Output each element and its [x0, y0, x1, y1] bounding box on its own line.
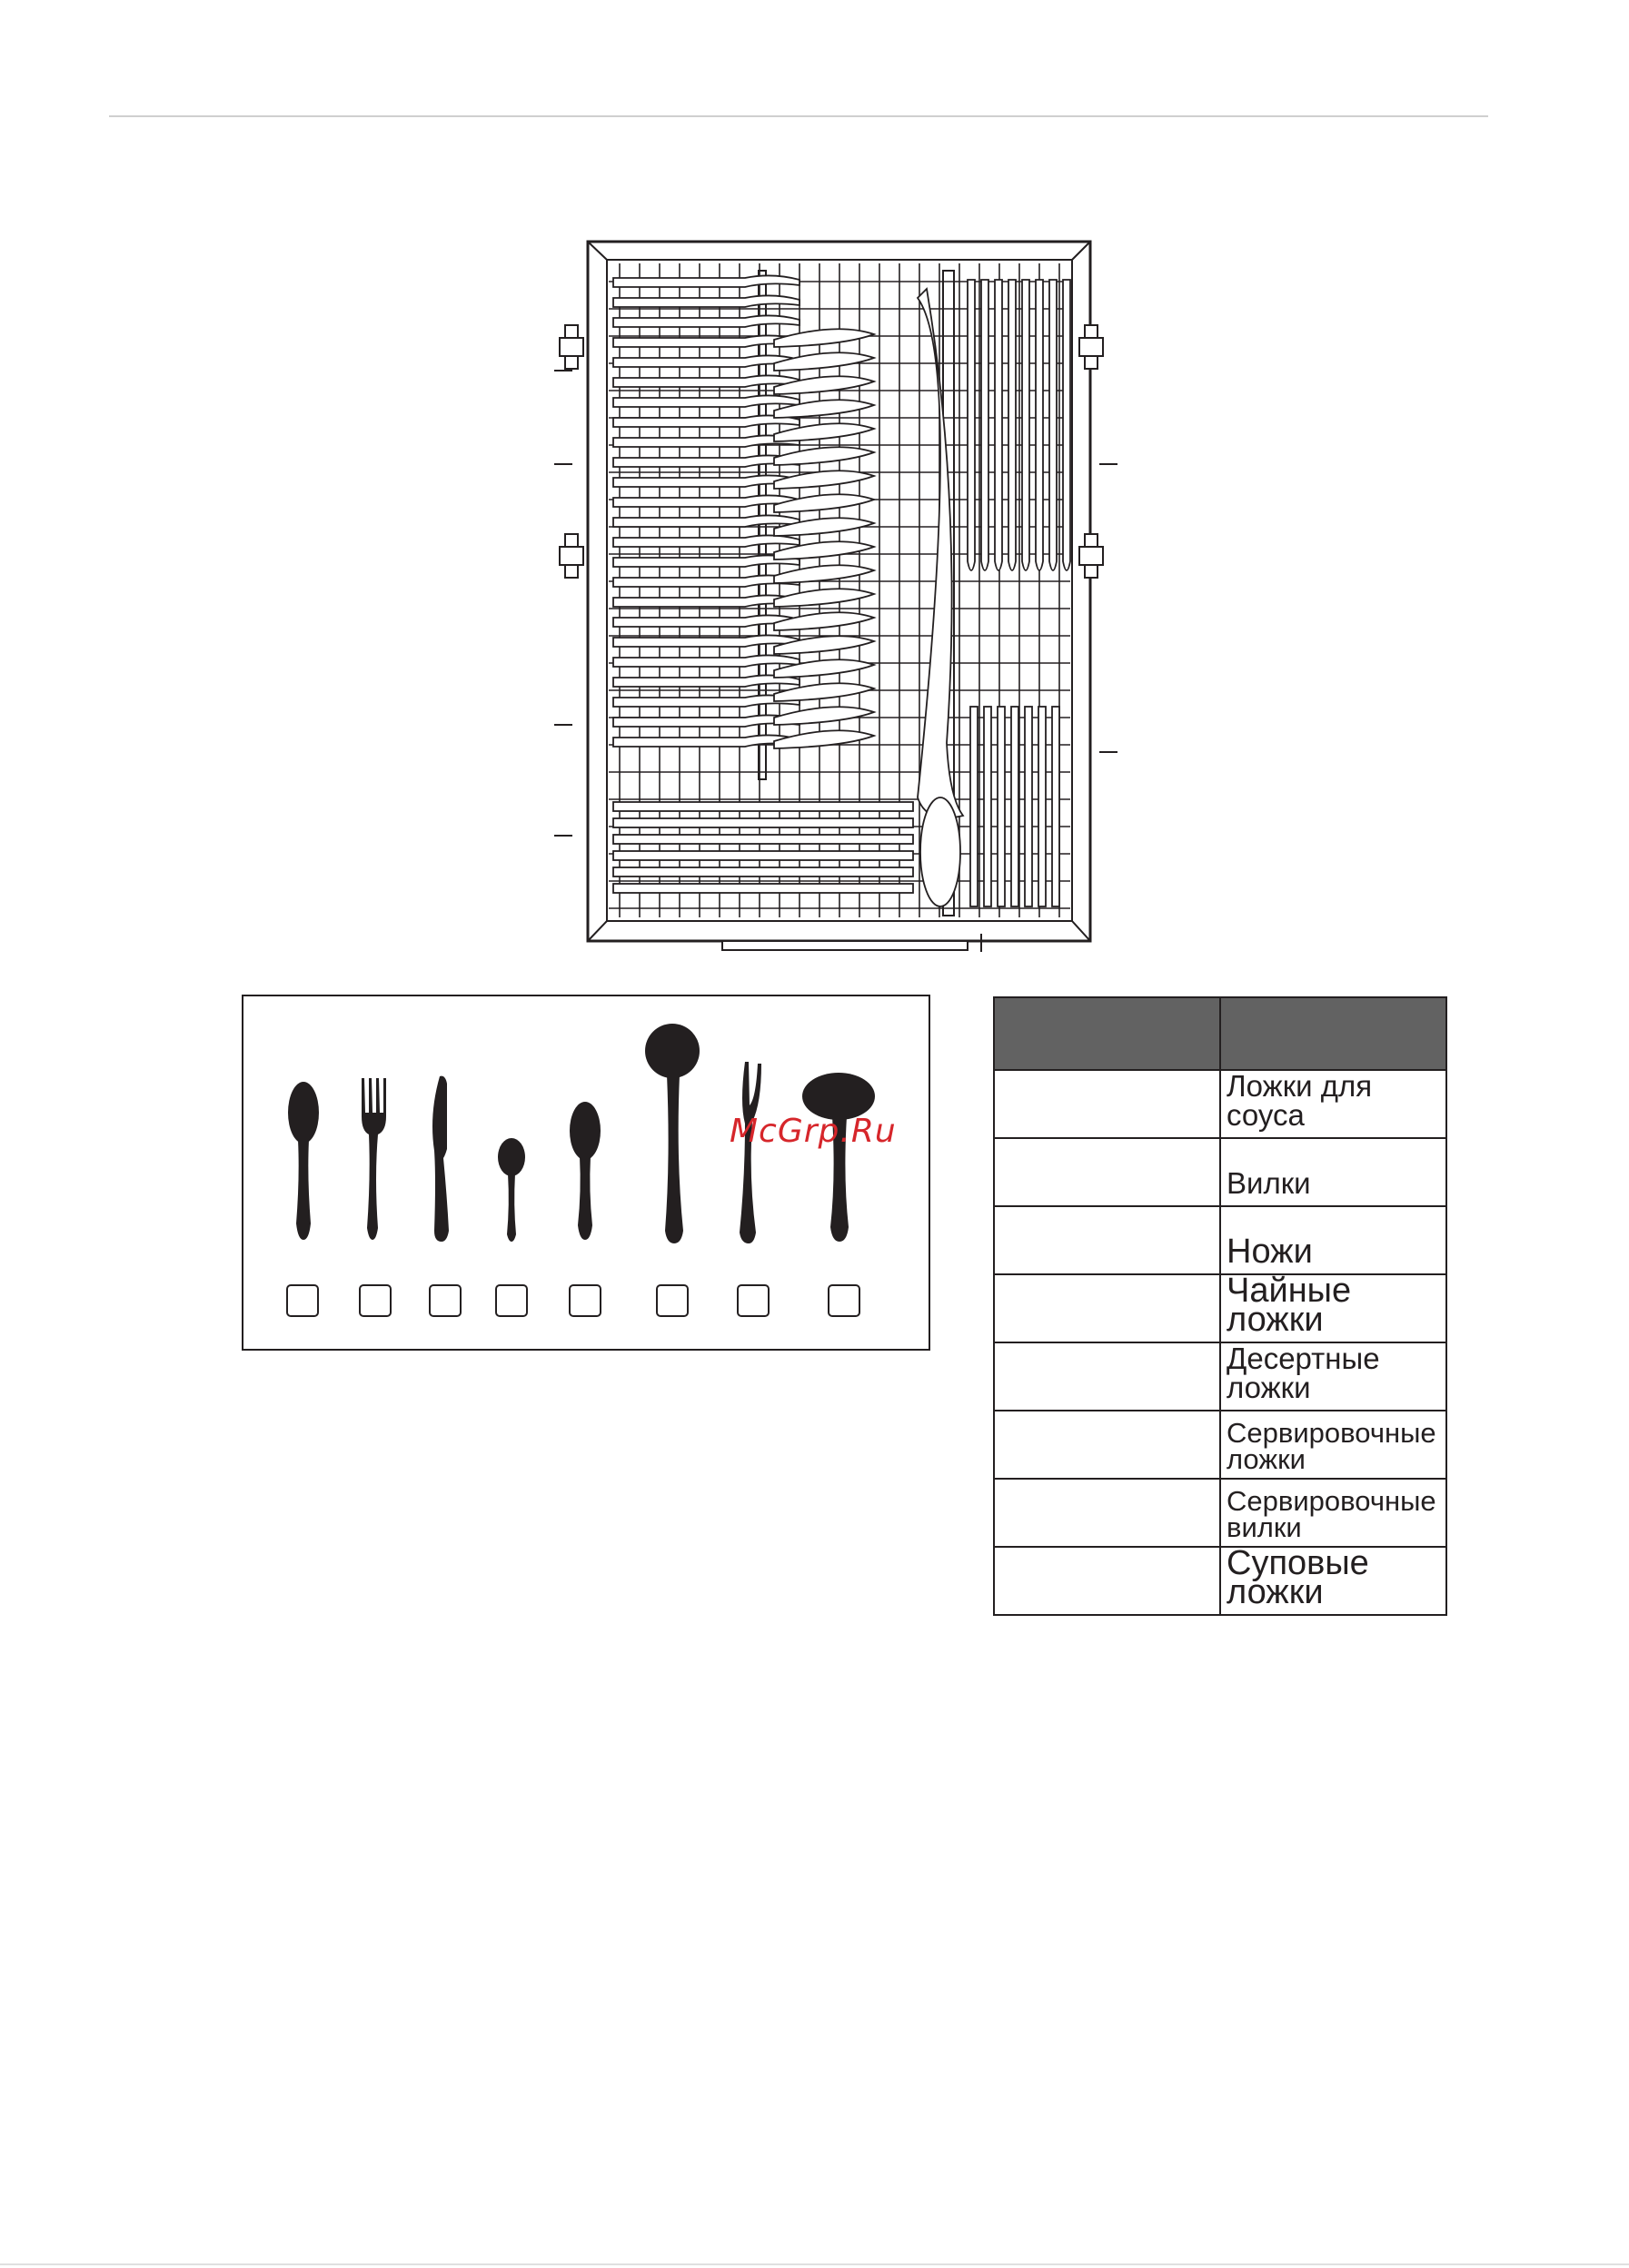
table-cell-number — [994, 1070, 1220, 1138]
table-cell-label: Суповые ложки — [1220, 1547, 1446, 1615]
fork-icon — [362, 1078, 386, 1240]
cutlery-legend — [242, 995, 930, 1351]
legend-checkbox[interactable] — [430, 1285, 461, 1316]
table-row — [994, 1342, 1446, 1411]
table-cell-number — [994, 1547, 1220, 1615]
table-cell-label: Сервировочные ложки — [1220, 1411, 1446, 1479]
knife-icon — [432, 1076, 449, 1242]
table-cell-label: Вилки — [1220, 1138, 1446, 1206]
cutlery-rack-drawing — [536, 234, 1127, 970]
table-cell-number — [994, 1274, 1220, 1342]
dessert-spoon-icon — [570, 1102, 601, 1240]
footer-rule — [0, 2263, 1629, 2265]
table-row — [994, 1070, 1446, 1138]
teaspoon-icon — [498, 1138, 525, 1242]
soup-spoon-icon — [802, 1073, 875, 1242]
legend-checkbox[interactable] — [829, 1285, 859, 1316]
legend-checkbox[interactable] — [570, 1285, 601, 1316]
table-cell-number — [994, 1479, 1220, 1547]
legend-checkbox[interactable] — [287, 1285, 318, 1316]
table-row — [994, 1411, 1446, 1479]
legend-checkbox[interactable] — [657, 1285, 688, 1316]
serving-fork-icon — [740, 1062, 761, 1243]
header-rule — [109, 115, 1488, 117]
table-row — [994, 1274, 1446, 1342]
sauce-spoon-icon — [288, 1082, 319, 1240]
table-cell-number — [994, 1342, 1220, 1411]
table-cell-number — [994, 1411, 1220, 1479]
cutlery-table — [993, 996, 1447, 1616]
table-row — [994, 1206, 1446, 1274]
table-cell-label: Сервировочные вилки — [1220, 1479, 1446, 1547]
table-row — [994, 1138, 1446, 1206]
table-header-row — [994, 997, 1446, 1070]
table-header-item — [1220, 997, 1446, 1070]
legend-checkbox[interactable] — [496, 1285, 527, 1316]
watermark: McGrp.Ru — [730, 1113, 897, 1150]
legend-checkbox[interactable] — [360, 1285, 391, 1316]
cutlery-rack-diagram — [536, 234, 1127, 970]
table-cell-label: Десертные ложки — [1220, 1342, 1446, 1411]
table-cell-number — [994, 1206, 1220, 1274]
legend-checkbox[interactable] — [738, 1285, 769, 1316]
table-row — [994, 1547, 1446, 1615]
table-cell-label: Ножи — [1220, 1206, 1446, 1274]
table-cell-label: Чайные ложки — [1220, 1274, 1446, 1342]
table-cell-label: Ложки для соуса — [1220, 1070, 1446, 1138]
table-row — [994, 1479, 1446, 1547]
table-cell-number — [994, 1138, 1220, 1206]
serving-spoon-icon — [645, 1024, 700, 1243]
table-header-number — [994, 997, 1220, 1070]
